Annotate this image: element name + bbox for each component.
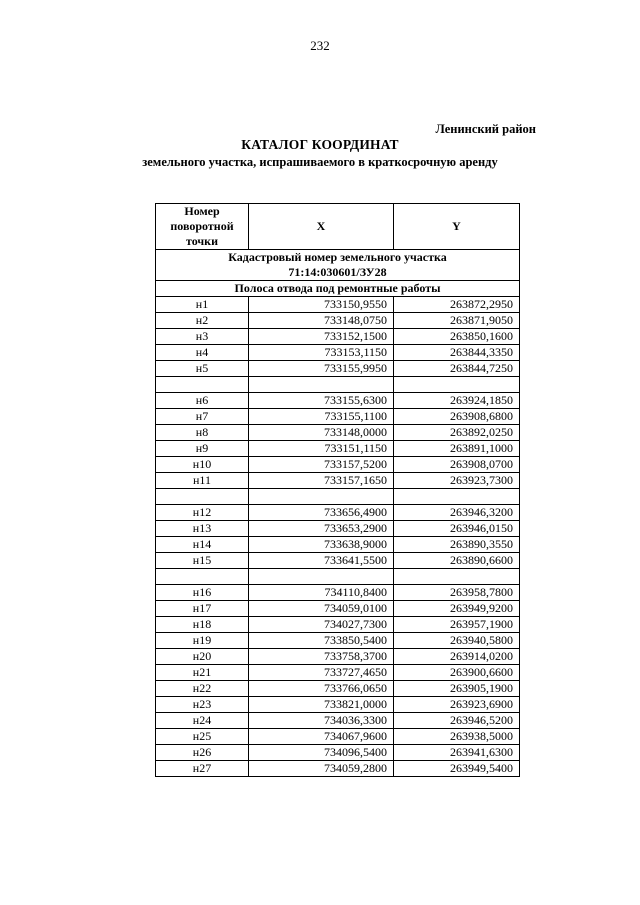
table-row (156, 633, 520, 649)
table-row (156, 681, 520, 697)
blank-cell (156, 569, 249, 585)
table-row (156, 425, 520, 441)
table-row (156, 473, 520, 489)
y-coordinate-cell: 263949,5400 (394, 761, 520, 777)
y-coordinate-cell: 263872,2950 (394, 297, 520, 313)
table-row (156, 745, 520, 761)
x-coordinate-cell: 733150,9550 (249, 297, 394, 313)
y-coordinate-cell: 263923,7300 (394, 473, 520, 489)
table-row (156, 729, 520, 745)
point-number-cell: н21 (156, 665, 249, 681)
x-coordinate-cell: 733148,0000 (249, 425, 394, 441)
point-number-cell: н9 (156, 441, 249, 457)
blank-separator-row (156, 569, 520, 585)
header-y: Y (394, 204, 520, 250)
point-number-cell: н13 (156, 521, 249, 537)
x-coordinate-cell: 734110,8400 (249, 585, 394, 601)
cadastral-label: Кадастровый номер земельного участка (228, 250, 447, 264)
x-coordinate-cell: 733155,6300 (249, 393, 394, 409)
x-coordinate-cell: 733153,1150 (249, 345, 394, 361)
x-coordinate-cell: 733155,9950 (249, 361, 394, 377)
point-number-cell: н17 (156, 601, 249, 617)
point-number-cell: н25 (156, 729, 249, 745)
table-row (156, 329, 520, 345)
point-number-cell: н14 (156, 537, 249, 553)
y-coordinate-cell: 263923,6900 (394, 697, 520, 713)
y-coordinate-cell: 263958,7800 (394, 585, 520, 601)
section-title: Полоса отвода под ремонтные работы (156, 281, 520, 297)
point-number-cell: н23 (156, 697, 249, 713)
point-number-cell: н12 (156, 505, 249, 521)
y-coordinate-cell: 263850,1600 (394, 329, 520, 345)
blank-cell (394, 569, 520, 585)
x-coordinate-cell: 734059,2800 (249, 761, 394, 777)
point-number-cell: н10 (156, 457, 249, 473)
blank-cell (249, 569, 394, 585)
document-title: КАТАЛОГ КООРДИНАТ (241, 137, 399, 152)
y-coordinate-cell: 263892,0250 (394, 425, 520, 441)
table-row (156, 409, 520, 425)
blank-cell (394, 377, 520, 393)
blank-cell (249, 377, 394, 393)
y-coordinate-cell: 263938,5000 (394, 729, 520, 745)
point-number-cell: н19 (156, 633, 249, 649)
y-coordinate-cell: 263940,5800 (394, 633, 520, 649)
y-coordinate-cell: 263905,1900 (394, 681, 520, 697)
table-row (156, 697, 520, 713)
x-coordinate-cell: 733157,1650 (249, 473, 394, 489)
x-coordinate-cell: 734036,3300 (249, 713, 394, 729)
header-point-number: Номер поворотной точки (156, 204, 249, 250)
x-coordinate-cell: 733821,0000 (249, 697, 394, 713)
y-coordinate-cell: 263900,6600 (394, 665, 520, 681)
x-coordinate-cell: 733157,5200 (249, 457, 394, 473)
table-row (156, 361, 520, 377)
table-row (156, 601, 520, 617)
table-row (156, 505, 520, 521)
blank-separator-row (156, 489, 520, 505)
x-coordinate-cell: 734067,9600 (249, 729, 394, 745)
table-row (156, 585, 520, 601)
cadastral-cell (156, 250, 520, 281)
y-coordinate-cell: 263946,5200 (394, 713, 520, 729)
y-coordinate-cell: 263908,0700 (394, 457, 520, 473)
x-coordinate-cell: 733727,4650 (249, 665, 394, 681)
table-row (156, 761, 520, 777)
x-coordinate-cell: 733641,5500 (249, 553, 394, 569)
x-coordinate-cell: 733155,1100 (249, 409, 394, 425)
blank-cell (394, 489, 520, 505)
table-header-row (156, 204, 520, 250)
table-row (156, 521, 520, 537)
point-number-cell: н11 (156, 473, 249, 489)
x-coordinate-cell: 733151,1150 (249, 441, 394, 457)
x-coordinate-cell: 733766,0650 (249, 681, 394, 697)
cadastral-number: 71:14:030601/ЗУ28 (288, 265, 387, 279)
point-number-cell: н2 (156, 313, 249, 329)
table-row (156, 537, 520, 553)
y-coordinate-cell: 263891,1000 (394, 441, 520, 457)
table-row (156, 297, 520, 313)
table-row (156, 665, 520, 681)
page-number: 232 (310, 38, 330, 53)
table-row (156, 649, 520, 665)
point-number-cell: н24 (156, 713, 249, 729)
blank-cell (156, 377, 249, 393)
point-number-cell: н16 (156, 585, 249, 601)
x-coordinate-cell: 733152,1500 (249, 329, 394, 345)
table-row (156, 313, 520, 329)
table-row (156, 553, 520, 569)
y-coordinate-cell: 263844,7250 (394, 361, 520, 377)
x-coordinate-cell: 734059,0100 (249, 601, 394, 617)
table-row (156, 617, 520, 633)
x-coordinate-cell: 733758,3700 (249, 649, 394, 665)
x-coordinate-cell: 733653,2900 (249, 521, 394, 537)
table-row (156, 441, 520, 457)
table-row (156, 345, 520, 361)
x-coordinate-cell: 734027,7300 (249, 617, 394, 633)
blank-cell (156, 489, 249, 505)
point-number-cell: н20 (156, 649, 249, 665)
point-number-cell: н4 (156, 345, 249, 361)
header-x: X (249, 204, 394, 250)
y-coordinate-cell: 263924,1850 (394, 393, 520, 409)
document-subtitle: земельного участка, испрашиваемого в краткосрочную аренду (142, 155, 498, 169)
x-coordinate-cell: 733850,5400 (249, 633, 394, 649)
point-number-cell: н6 (156, 393, 249, 409)
point-number-cell: н8 (156, 425, 249, 441)
y-coordinate-cell: 263946,3200 (394, 505, 520, 521)
y-coordinate-cell: 263890,6600 (394, 553, 520, 569)
x-coordinate-cell: 733638,9000 (249, 537, 394, 553)
y-coordinate-cell: 263890,3550 (394, 537, 520, 553)
x-coordinate-cell: 734096,5400 (249, 745, 394, 761)
y-coordinate-cell: 263871,9050 (394, 313, 520, 329)
point-number-cell: н18 (156, 617, 249, 633)
point-number-cell: н5 (156, 361, 249, 377)
y-coordinate-cell: 263941,6300 (394, 745, 520, 761)
point-number-cell: н22 (156, 681, 249, 697)
blank-cell (249, 489, 394, 505)
y-coordinate-cell: 263908,6800 (394, 409, 520, 425)
y-coordinate-cell: 263914,0200 (394, 649, 520, 665)
y-coordinate-cell: 263844,3350 (394, 345, 520, 361)
table-row (156, 393, 520, 409)
blank-separator-row (156, 377, 520, 393)
x-coordinate-cell: 733148,0750 (249, 313, 394, 329)
point-number-cell: н7 (156, 409, 249, 425)
point-number-cell: н26 (156, 745, 249, 761)
table-row (156, 713, 520, 729)
y-coordinate-cell: 263946,0150 (394, 521, 520, 537)
cadastral-row (156, 250, 520, 281)
section-row (156, 281, 520, 297)
district-label: Ленинский район (435, 122, 536, 136)
point-number-cell: н15 (156, 553, 249, 569)
y-coordinate-cell: 263949,9200 (394, 601, 520, 617)
point-number-cell: н1 (156, 297, 249, 313)
point-number-cell: н27 (156, 761, 249, 777)
coordinates-table-body (156, 250, 520, 777)
table-row (156, 457, 520, 473)
y-coordinate-cell: 263957,1900 (394, 617, 520, 633)
x-coordinate-cell: 733656,4900 (249, 505, 394, 521)
coordinates-table (155, 203, 520, 777)
point-number-cell: н3 (156, 329, 249, 345)
